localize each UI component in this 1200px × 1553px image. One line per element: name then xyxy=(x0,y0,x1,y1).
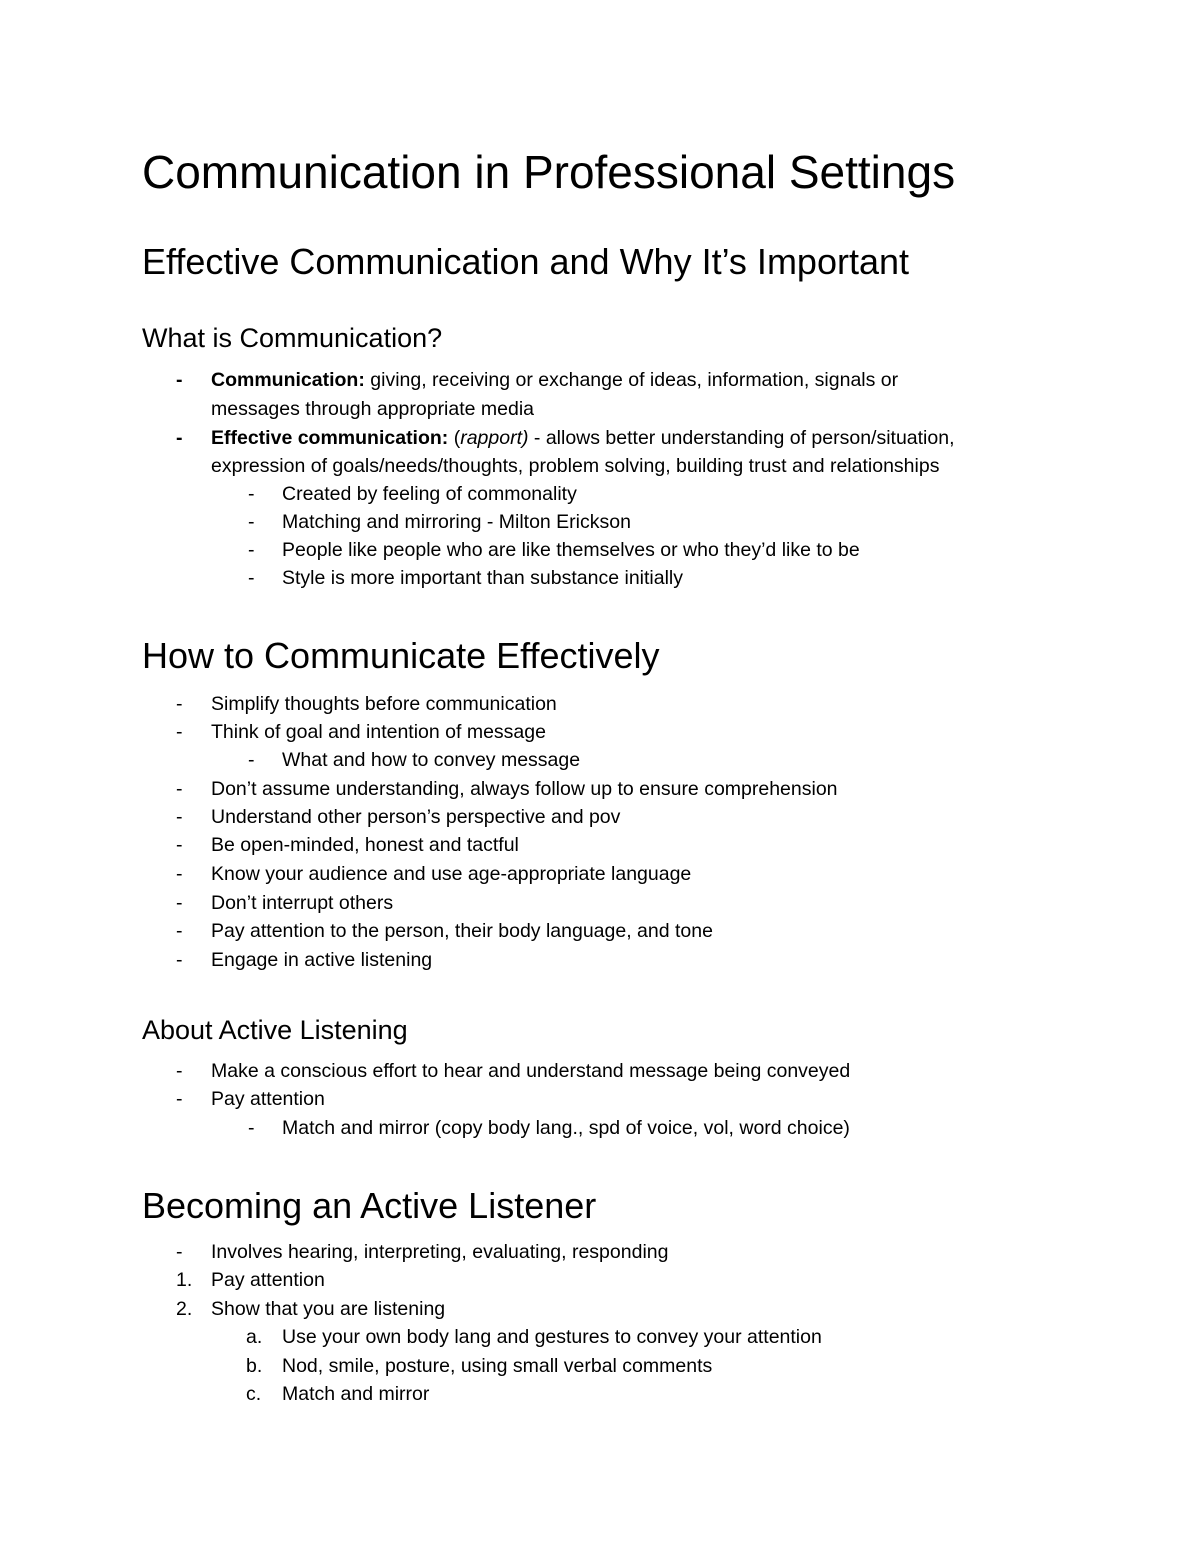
list-item: Know your audience and use age-appropriate language xyxy=(211,863,692,885)
list-item-communication-definition xyxy=(211,366,898,394)
definition-text: - allows better understanding of person/situation, xyxy=(528,427,955,449)
list-item: Match and mirror (copy body lang., spd of voice, vol, word choice) xyxy=(282,1117,850,1139)
bullet-marker: - xyxy=(176,806,183,828)
list-item: Pay attention xyxy=(211,1088,325,1110)
term-effective-communication: Effective communication: xyxy=(211,427,449,449)
list-item-continuation: expression of goals/needs/thoughts, problem solving, building trust and relationships xyxy=(211,455,940,477)
subheading-about-active-listening: About Active Listening xyxy=(142,1015,408,1045)
numbered-item: Pay attention xyxy=(211,1269,325,1291)
bullet-marker: - xyxy=(176,834,183,856)
letter-marker: b. xyxy=(246,1355,263,1377)
bullet-marker: - xyxy=(248,567,255,589)
bullet-marker: - xyxy=(176,721,183,743)
list-item: Don’t interrupt others xyxy=(211,892,394,914)
list-item: Understand other person’s perspective and pov xyxy=(211,806,621,828)
list-item: Pay attention to the person, their body language, and tone xyxy=(211,920,713,942)
number-marker: 2. xyxy=(176,1298,193,1320)
definition-text: giving, receiving or exchange of ideas, information, signals or xyxy=(364,369,899,391)
list-item: Created by feeling of commonality xyxy=(282,483,577,505)
bullet-marker: - xyxy=(176,949,183,971)
section-heading-becoming-active-listener: Becoming an Active Listener xyxy=(142,1185,597,1226)
document-title: Communication in Professional Settings xyxy=(142,146,956,198)
bullet-marker: - xyxy=(176,369,183,391)
list-item: Involves hearing, interpreting, evaluating, responding xyxy=(211,1241,669,1263)
bullet-marker: - xyxy=(248,511,255,533)
list-item: Make a conscious effort to hear and understand message being conveyed xyxy=(211,1060,851,1082)
bullet-marker: - xyxy=(176,1088,183,1110)
list-item: Engage in active listening xyxy=(211,949,433,971)
bullet-marker: - xyxy=(248,749,255,771)
list-item: What and how to convey message xyxy=(282,749,581,771)
paren-open: ( xyxy=(448,427,461,449)
section-heading-effective-communication: Effective Communication and Why It’s Important xyxy=(142,241,910,282)
list-item-effective-communication xyxy=(211,424,955,452)
term-communication: Communication: xyxy=(211,369,365,391)
letter-marker: c. xyxy=(246,1383,262,1405)
bullet-marker: - xyxy=(176,778,183,800)
list-item: Be open-minded, honest and tactful xyxy=(211,834,519,856)
bullet-marker: - xyxy=(176,892,183,914)
section-heading-how-to-communicate: How to Communicate Effectively xyxy=(142,635,660,676)
list-item: Don’t assume understanding, always follow up to ensure comprehension xyxy=(211,778,838,800)
bullet-marker: - xyxy=(248,1117,255,1139)
number-marker: 1. xyxy=(176,1269,193,1291)
letter-marker: a. xyxy=(246,1326,263,1348)
list-item: Matching and mirroring - Milton Erickson xyxy=(282,511,631,533)
bullet-marker: - xyxy=(176,693,183,715)
subheading-what-is-communication: What is Communication? xyxy=(142,323,443,353)
bullet-marker: - xyxy=(248,483,255,505)
list-item: Simplify thoughts before communication xyxy=(211,693,557,715)
lettered-item: Nod, smile, posture, using small verbal comments xyxy=(282,1355,713,1377)
list-item: Style is more important than substance initially xyxy=(282,567,684,589)
lettered-item: Match and mirror xyxy=(282,1383,430,1405)
bullet-marker: - xyxy=(248,539,255,561)
list-item: Think of goal and intention of message xyxy=(211,721,546,743)
lettered-item: Use your own body lang and gestures to convey your attention xyxy=(282,1326,822,1348)
numbered-item: Show that you are listening xyxy=(211,1298,446,1320)
bullet-marker: - xyxy=(176,1241,183,1263)
bullet-marker: - xyxy=(176,1060,183,1082)
bullet-marker: - xyxy=(176,920,183,942)
bullet-marker: - xyxy=(176,427,183,449)
bullet-marker: - xyxy=(176,863,183,885)
list-item-continuation: messages through appropriate media xyxy=(211,398,535,420)
list-item: People like people who are like themselves or who they’d like to be xyxy=(282,539,860,561)
italic-rapport: rapport) xyxy=(460,427,529,449)
